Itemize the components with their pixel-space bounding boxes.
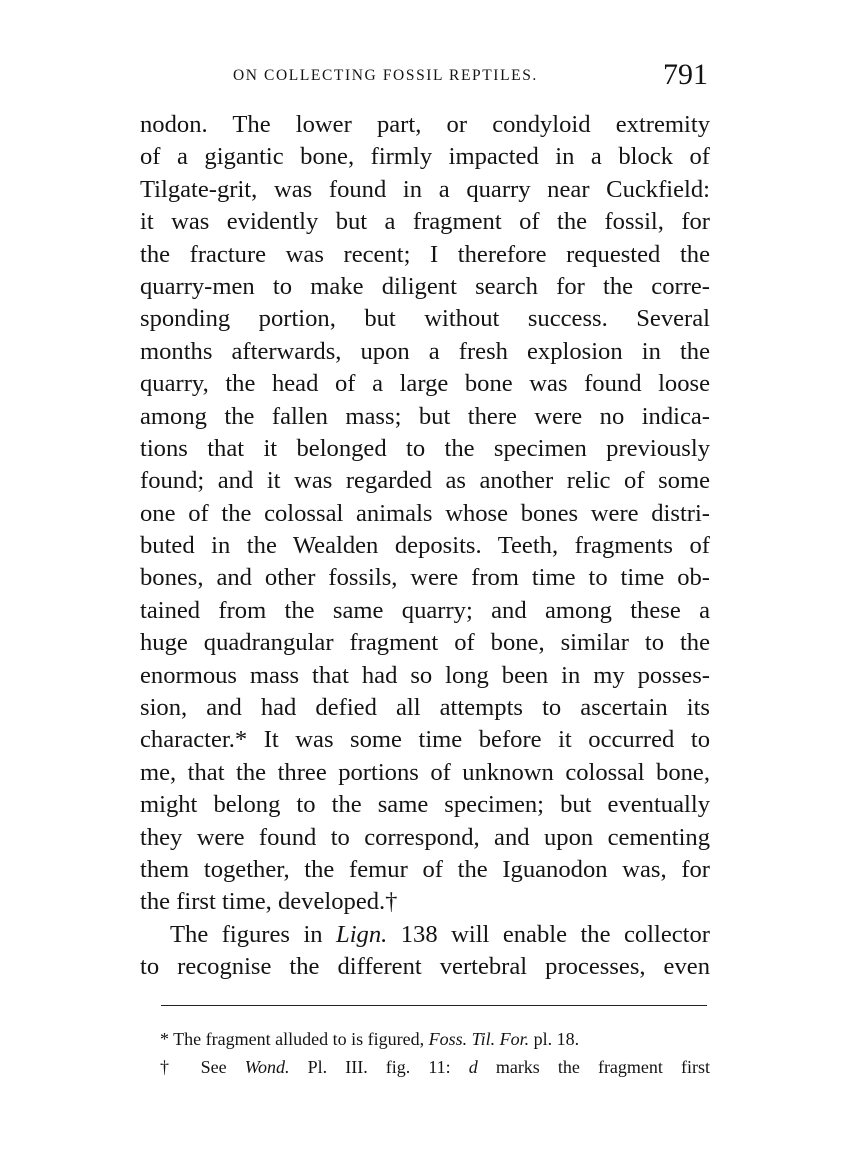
page-number: 791 — [663, 58, 708, 91]
text-line: among the fallen mass; but there were no indica- — [140, 402, 710, 430]
text-line: bones, and other fossils, were from time to time ob- — [140, 564, 710, 592]
footnote-text: Pl. III. fig. 11: — [289, 1057, 469, 1077]
text-fragment: 138 will enable the collector — [387, 920, 710, 948]
text-line: one of the colossal animals whose bones were distri- — [140, 499, 710, 527]
text-line: Tilgate-grit, was found in a quarry near Cuckfield: — [140, 175, 710, 203]
text-line: to recognise the different vertebral processes, even — [140, 953, 710, 981]
text-line: the first time, developed.† — [140, 888, 398, 916]
text-line: enormous mass that had so long been in my posses- — [140, 661, 710, 689]
text-line: tained from the same quarry; and among these a — [140, 596, 710, 624]
running-head — [140, 58, 710, 92]
footnote-text: * The fragment alluded to is figured, — [160, 1029, 429, 1049]
text-line: months afterwards, upon a fresh explosion in the — [140, 337, 710, 365]
footnote-italic: Wond. — [244, 1057, 290, 1077]
text-line: sponding portion, but without success. Several — [140, 305, 710, 333]
text-line: found; and it was regarded as another relic of some — [140, 467, 710, 495]
italic-reference: Lign. — [336, 920, 388, 948]
text-line: huge quadrangular fragment of bone, similar to the — [140, 629, 710, 657]
body-text — [140, 109, 710, 984]
text-line: buted in the Wealden deposits. Teeth, fragments of — [140, 532, 710, 560]
text-line: tions that it belonged to the specimen previously — [140, 434, 710, 462]
text-line: me, that the three portions of unknown colossal bone, — [140, 758, 710, 786]
footnote-text: marks the fragment first — [477, 1057, 710, 1077]
footnote-rule — [161, 1005, 707, 1006]
footnote-italic: d — [468, 1057, 478, 1077]
footnote-italic: Foss. — [428, 1029, 468, 1049]
text-line: it was evidently but a fragment of the fossil, for — [140, 208, 710, 236]
text-line: them together, the femur of the Iguanodon was, for — [140, 855, 710, 883]
text-line: the fracture was recent; I therefore requested the — [140, 240, 710, 268]
text-line — [140, 919, 710, 951]
footnote-1 — [160, 1025, 710, 1053]
text-line: they were found to correspond, and upon cementing — [140, 823, 710, 851]
footnotes — [160, 1025, 710, 1081]
text-line: might belong to the same specimen; but eventually — [140, 791, 710, 819]
text-line: character.* It was some time before it occurred to — [140, 726, 710, 754]
footnote-text: † See — [160, 1057, 245, 1077]
running-title: ON COLLECTING FOSSIL REPTILES. — [233, 67, 538, 84]
text-line: nodon. The lower part, or condyloid extremity — [140, 111, 710, 138]
text-line: quarry, the head of a large bone was found loose — [140, 370, 710, 398]
footnote-italic: Til. For. — [471, 1029, 530, 1049]
footnote-2 — [160, 1053, 710, 1081]
text-line: sion, and had defied all attempts to ascertain its — [140, 694, 710, 722]
footnote-text: pl. 18. — [529, 1029, 580, 1049]
text-fragment: The figures in — [170, 920, 337, 948]
text-line: of a gigantic bone, firmly impacted in a block of — [140, 143, 710, 171]
text-line: quarry-men to make diligent search for the corre- — [140, 272, 710, 300]
